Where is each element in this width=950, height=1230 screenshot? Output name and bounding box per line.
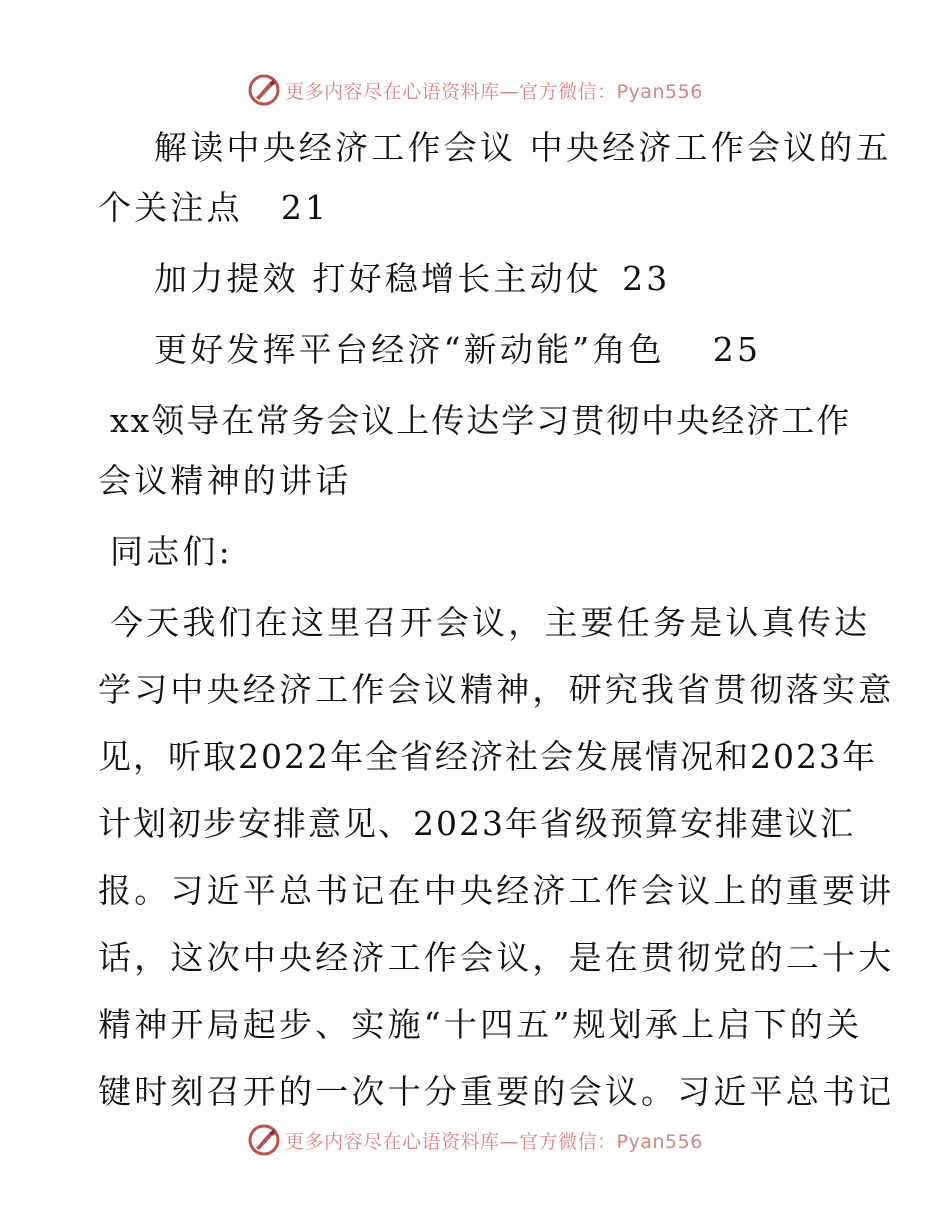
pen-logo-icon	[247, 73, 281, 107]
toc-entry-1-continued	[98, 178, 858, 238]
body-line: 精神开局起步、实施“十四五”规划承上启下的关	[98, 1005, 863, 1044]
body-line: 见，听取2022年全省经济社会发展情况和2023年	[98, 737, 877, 776]
watermark-text: 更多内容尽在心语资料库—官方微信：Pyan556	[285, 1130, 703, 1153]
toc-entry-title: 解读中央经济工作会议 中央经济工作会议的五	[154, 128, 892, 167]
article-title: xx领导在常务会议上传达学习贯彻中央经济工作	[110, 401, 852, 440]
toc-entry-3	[98, 320, 858, 380]
watermark-text: 更多内容尽在心语资料库—官方微信：Pyan556	[285, 80, 703, 103]
body-line: 今天我们在这里召开会议，主要任务是认真传达	[110, 603, 871, 642]
toc-page-number: 25	[712, 330, 762, 369]
body-line: 话，这次中央经济工作会议，是在贯彻党的二十大	[98, 938, 895, 977]
pen-logo-icon	[247, 1123, 281, 1157]
body-line: 计划初步安排意见、2023年省级预算安排建议汇	[98, 804, 855, 843]
document-body	[98, 118, 895, 1122]
toc-entry-title: 个关注点	[98, 188, 243, 227]
header-watermark	[0, 72, 950, 108]
toc-page-number: 21	[280, 188, 330, 227]
body-line: 键时刻召开的一次十分重要的会议。习近平总书记	[98, 1072, 895, 1111]
salutation: 同志们:	[110, 532, 233, 571]
toc-entry-title: 加力提效 打好稳增长主动仗	[154, 259, 603, 298]
toc-entry-title: 更好发挥平台经济“新动能”角色	[154, 330, 665, 369]
body-line: 学习中央经济工作会议精神，研究我省贯彻落实意	[98, 670, 895, 709]
footer-watermark	[0, 1122, 950, 1158]
toc-entry-1	[98, 118, 892, 178]
toc-page-number: 23	[622, 259, 671, 298]
body-line: 报。习近平总书记在中央经济工作会议上的重要讲	[98, 871, 895, 910]
toc-entry-2	[98, 249, 858, 309]
article-title-continued: 会议精神的讲话	[98, 461, 352, 500]
